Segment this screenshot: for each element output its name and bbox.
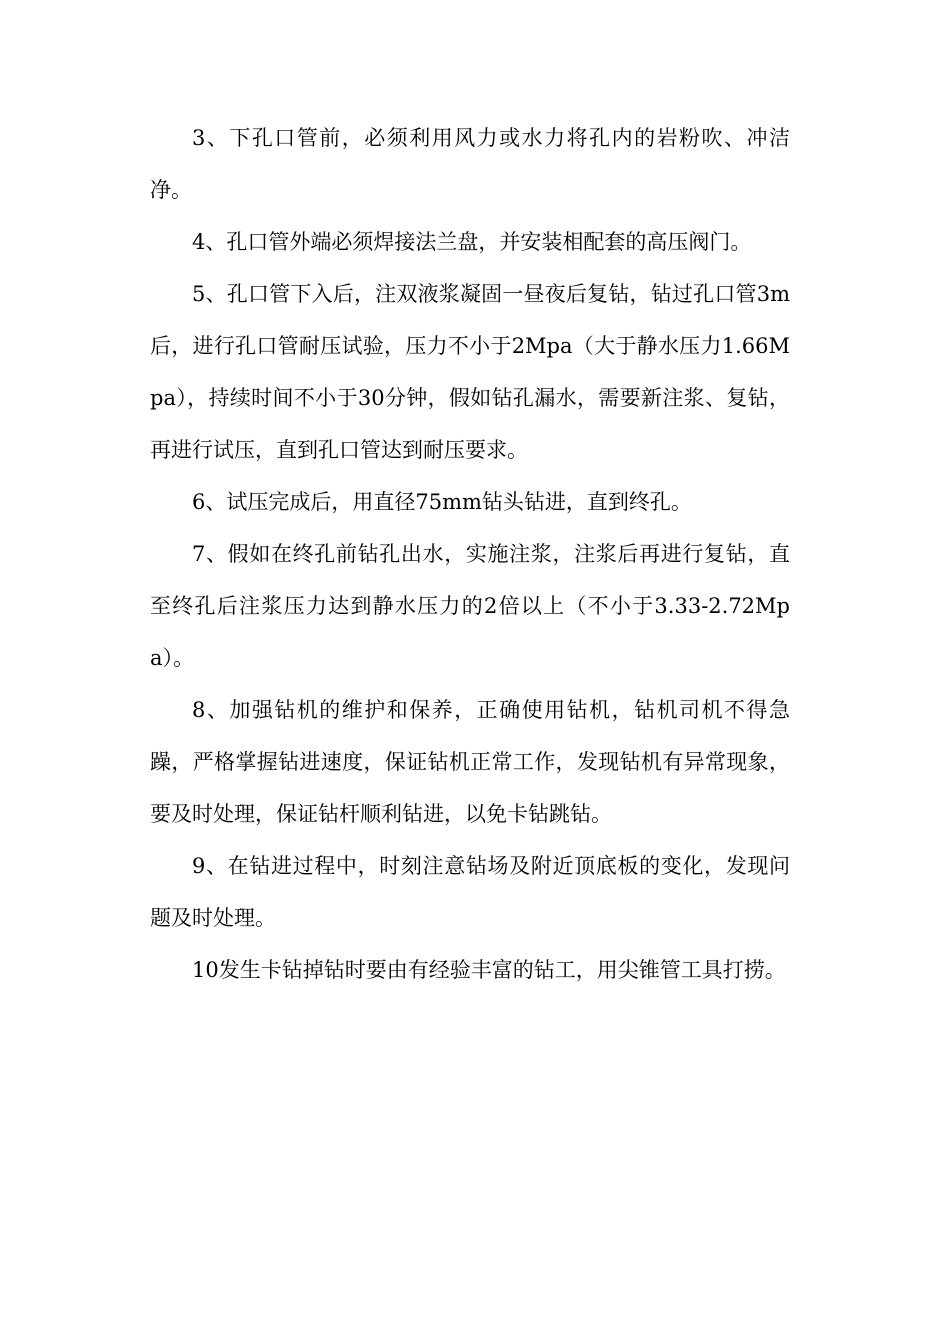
paragraph-6: 6、试压完成后，用直径75mm钻头钻进，直到终孔。 bbox=[192, 490, 692, 514]
paragraph-4: 4、孔口管外端必须焊接法兰盘，并安装相配套的高压阀门。 bbox=[192, 230, 752, 254]
paragraph-7: 7、假如在终孔前钻孔出水，实施注浆，注浆后再进行复钻，直至终孔后注浆压力达到静水压力的2倍以上（不小于3.33-2.72Mpa）。 bbox=[150, 542, 790, 670]
paragraph-10: 10发生卡钻掉钻时要由有经验丰富的钻工，用尖锥管工具打捞。 bbox=[192, 958, 786, 982]
paragraph-9: 9、在钻进过程中，时刻注意钻场及附近顶底板的变化，发现问题及时处理。 bbox=[150, 854, 790, 930]
paragraph-5: 5、孔口管下入后，注双液浆凝固一昼夜后复钻，钻过孔口管3m后，进行孔口管耐压试验，压力不小于2Mpa（大于静水压力1.66Mpa），持续时间不小于30分钟，假如钻孔漏水，需要新注浆、复钻，再进行试压，直到孔口管达到耐压要求。 bbox=[150, 282, 790, 462]
paragraph-3: 3、下孔口管前，必须利用风力或水力将孔内的岩粉吹、冲洁净。 bbox=[150, 126, 790, 202]
document-body bbox=[150, 112, 790, 996]
paragraph-8: 8、加强钻机的维护和保养，正确使用钻机，钻机司机不得急躁，严格掌握钻进速度，保证钻机正常工作，发现钻机有异常现象，要及时处理，保证钻杆顺利钻进，以免卡钻跳钻。 bbox=[150, 698, 790, 826]
